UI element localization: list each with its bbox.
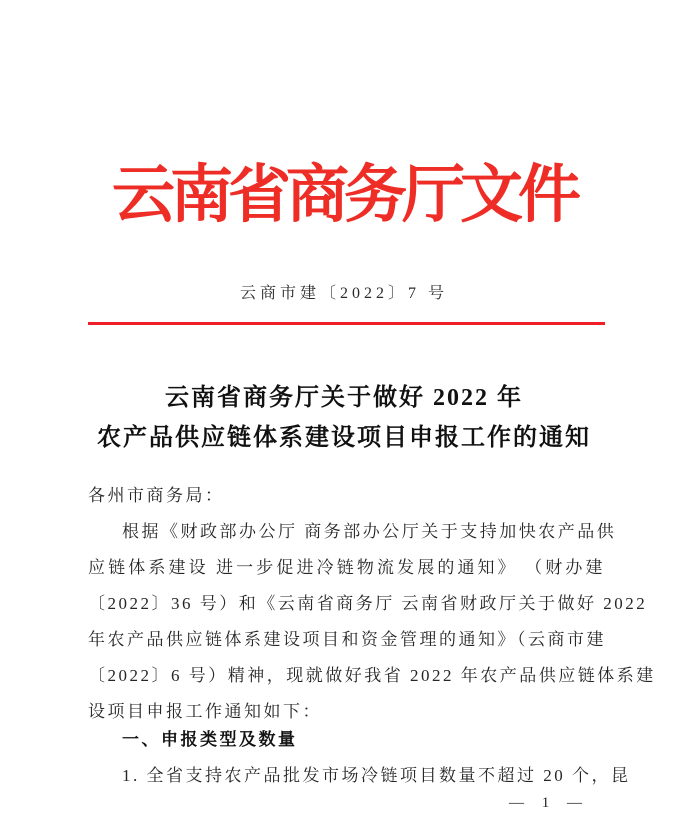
body-line: 年农产品供应链体系建设项目和资金管理的通知》（云商市建 [88,630,606,649]
body-line: 根据《财政部办公厅 商务部办公厅关于支持加快农产品供 [122,522,617,541]
body-paragraph-2 [88,758,631,794]
body-line: 应链体系建设 进一步促进冷链物流发展的通知》 （财办建 [88,558,605,577]
page-number: — 1 — [509,795,584,811]
body-paragraph-1 [88,514,656,730]
body-line: 1. 全省支持农产品批发市场冷链项目数量不超过 20 个，昆 [122,766,631,785]
section-heading-1: 一、申报类型及数量 [122,730,298,749]
notice-title-line-1: 云南省商务厅关于做好 2022 年 [165,385,523,411]
body-line: 〔2022〕6 号）精神，现就做好我省 2022 年农产品供应链体系建 [88,666,656,685]
notice-title-line-2: 农产品供应链体系建设项目申报工作的通知 [97,425,591,451]
notice-title [0,378,688,458]
letterhead-title: 云南省商务厅文件 [112,160,576,230]
salutation: 各州市商务局： [88,486,225,505]
body-line: 〔2022〕36 号）和《云南省商务厅 云南省财政厅关于做好 2022 [88,594,648,613]
body-line: 设项目申报工作通知如下： [88,702,322,721]
letterhead-divider-line [88,322,605,325]
document-number: 云商市建〔2022〕7 号 [239,285,448,302]
